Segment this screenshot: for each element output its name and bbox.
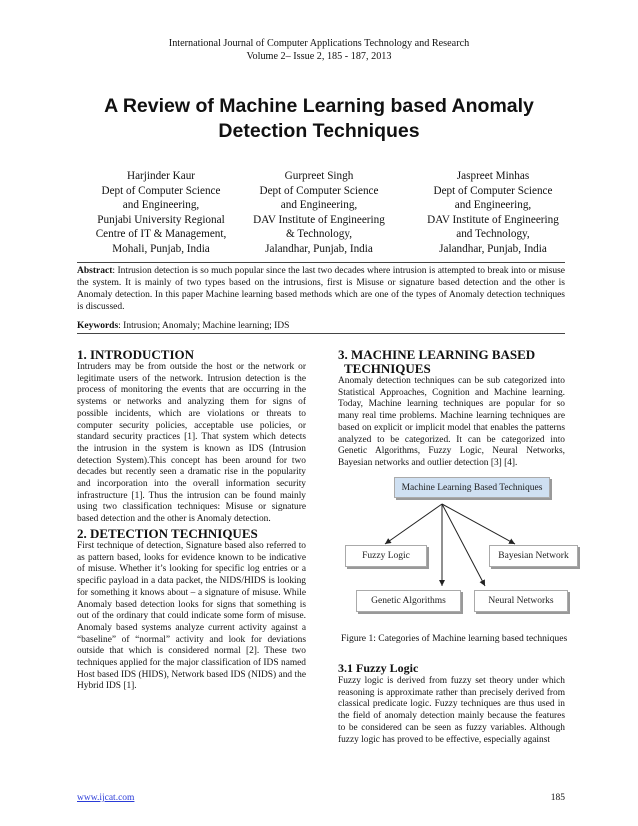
- section-heading-ml: [338, 348, 565, 376]
- diagram-node-neural-networks: [474, 590, 568, 612]
- journal-name: International Journal of Computer Applications Technology and Research: [168, 38, 470, 49]
- author-affiliation: Dept of Computer Science: [433, 184, 553, 197]
- paper-title: [60, 94, 578, 144]
- author-affiliation: Dept of Computer Science: [259, 184, 379, 197]
- author-affiliation: & Technology,: [285, 228, 353, 241]
- keywords-text: : Intrusion; Anomaly; Machine learning; IDS: [118, 321, 290, 331]
- node-label: Fuzzy Logic: [362, 551, 410, 561]
- diagram-root-node: [394, 477, 550, 498]
- node-label: Neural Networks: [488, 596, 554, 606]
- title-line: Detection Techniques: [218, 120, 420, 142]
- abstract: [77, 265, 565, 313]
- diagram-node-genetic-algorithms: [356, 590, 461, 612]
- page-number: 185: [550, 793, 565, 803]
- author-affiliation: Dept of Computer Science: [101, 184, 221, 197]
- keywords-label: Keywords: [77, 321, 119, 331]
- diagram-node-fuzzy-logic: [345, 545, 427, 567]
- keywords: [77, 320, 565, 332]
- arrow-to-fuzzy-logic: [385, 504, 442, 544]
- author-affiliation: Centre of IT & Management,: [95, 228, 227, 241]
- section-heading-introduction: 1. INTRODUCTION: [77, 347, 195, 362]
- node-label: Machine Learning Based Techniques: [401, 482, 543, 493]
- section-heading-detection: 2. DETECTION TECHNIQUES: [77, 526, 258, 541]
- subsection-heading-fuzzy-logic: 3.1 Fuzzy Logic: [338, 661, 419, 675]
- heading-line: 3. MACHINE LEARNING BASED: [338, 347, 536, 362]
- author-name: Gurpreet Singh: [284, 170, 354, 182]
- node-label: Bayesian Network: [498, 551, 569, 561]
- journal-header: [0, 37, 638, 63]
- author-affiliation: Punjabi University Regional: [97, 213, 225, 226]
- heading-line: TECHNIQUES: [344, 361, 431, 376]
- author-affiliation: and Technology,: [456, 228, 530, 241]
- divider: [77, 333, 565, 334]
- footer-url-link[interactable]: www.ijcat.com: [77, 793, 135, 803]
- ml-text: Anomaly detection techniques can be sub categorized into Statistical Approaches, Cognition and Machine learning. Today, Machine learning techniques are popular for so many real time problems. Machine learning techniques are based on explicit or implicit model that enables the patterns analyzed to be categorized. It can be categorized into Genetic Algorithms, Fuzzy Logic, Neural Networks, Bayesian networks and outlier detection [3] [4].: [338, 376, 565, 468]
- author-affiliation: DAV Institute of Engineering: [253, 213, 385, 226]
- divider: [77, 262, 565, 263]
- node-label: Genetic Algorithms: [371, 596, 446, 606]
- author-affiliation: Jalandhar, Punjab, India: [265, 242, 373, 255]
- author-affiliation: DAV Institute of Engineering: [427, 213, 559, 226]
- diagram-node-bayesian-network: [489, 545, 578, 567]
- title-line: A Review of Machine Learning based Anomaly: [104, 95, 534, 117]
- author-affiliation: and Engineering,: [454, 199, 532, 212]
- figure-caption: Figure 1: Categories of Machine learning based techniques: [341, 633, 568, 644]
- detection-text: First technique of detection, Signature based also referred to as pattern based, looks for evidence known to be indicative of misuse. Whether it’s looking for specific log entries or a specific payload in a data packet, the NIDS/HIDS is looking for something it knows about – a signature of misuse. While Anomaly based detection looks for signs that something is out of the ordinary that could indicate some form of misuse. Anomaly based systems analyze current activity against a “baseline” of “normal” activity and look for deviations outside that which is considered normal [2]. These two techniques applied for the major classification of IDS named Host based IDS (HIDS), Network based IDS (NIDS) and the Hybrid IDS [1].: [77, 541, 306, 692]
- journal-volume: Volume 2– Issue 2, 185 - 187, 2013: [246, 51, 392, 62]
- abstract-text: : Intrusion detection is so much popular since the last two decades where intrusion is attempted to break into or misuse the system. It is mainly of two types based on the intrusions, first is Misuse or signature based detection and the other is Anomaly detection. In this paper Machine learning based methods which are one of the types of Anomaly detection techniques is discussed.: [77, 266, 565, 313]
- author-affiliation: and Engineering,: [122, 199, 200, 212]
- introduction-text: Intruders may be from outside the host or the network or legitimate users of the network. Intrusion detection is the process of monitoring the events that are occurring in the systems or networks and analyzing them for signs of possible incidents, which are violations or threats to computer security policies, acceptable use policies, or standard security practices [1]. That system which detects the intrusion in the system is known as IDS (Intrusion detection System).This concept has been around for two decades but recently seen a dramatic rise in the popularity and incorporation into the overall information security infrastructure [1]. Thus the intrusion can be found mainly using two classification techniques: Misuse or signature based detection and the other is Anomaly detection.: [77, 362, 306, 525]
- abstract-label: Abstract: [77, 266, 113, 276]
- author-affiliation: and Engineering,: [280, 199, 358, 212]
- author-block: [398, 169, 588, 257]
- author-name: Harjinder Kaur: [126, 170, 196, 182]
- author-block: [224, 169, 414, 257]
- author-name: Jaspreet Minhas: [456, 170, 530, 182]
- author-affiliation: Mohali, Punjab, India: [112, 242, 210, 255]
- author-affiliation: Jalandhar, Punjab, India: [439, 242, 547, 255]
- fuzzy-logic-text: Fuzzy logic is derived from fuzzy set theory under which reasoning is approximate rather than precisely derived from classical predicate logic. Fuzzy techniques are thus used in the field of anomaly detection mainly because the features to be considered can be seen as fuzzy variables. Although fuzzy logic has proved to be effective, especially against: [338, 676, 565, 745]
